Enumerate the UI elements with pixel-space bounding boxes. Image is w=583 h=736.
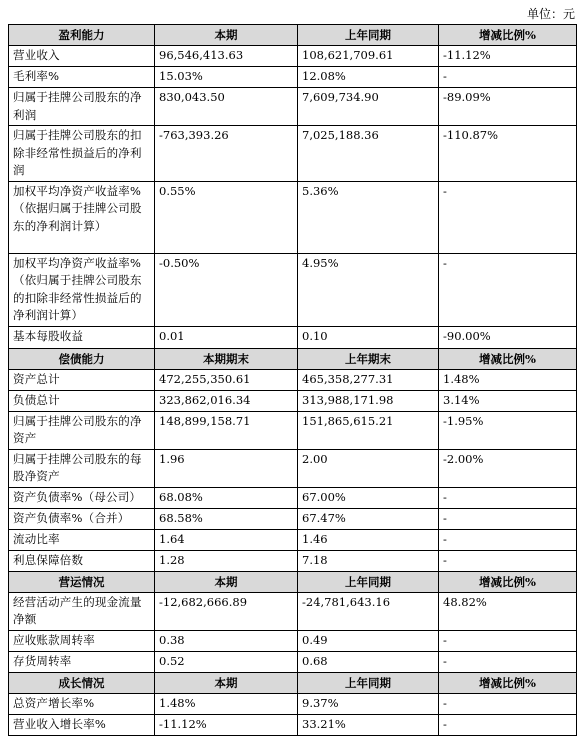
value-cell: 33.21% bbox=[298, 714, 439, 735]
row-label-cell: 毛利率% bbox=[9, 67, 155, 88]
table-row bbox=[9, 411, 577, 449]
table-row bbox=[9, 253, 577, 326]
financial-indicators-table bbox=[8, 24, 577, 736]
table-row bbox=[9, 181, 577, 253]
unit-label: 单位：元 bbox=[526, 7, 575, 21]
value-cell: - bbox=[439, 651, 577, 672]
value-cell: -2.00% bbox=[439, 449, 577, 487]
value-cell: 2.00 bbox=[298, 449, 439, 487]
value-cell: 9.37% bbox=[298, 693, 439, 714]
value-cell: 15.03% bbox=[155, 67, 298, 88]
value-cell: 1.96 bbox=[155, 449, 298, 487]
row-label-cell: 总资产增长率% bbox=[9, 693, 155, 714]
row-label-cell: 营业收入 bbox=[9, 46, 155, 67]
value-cell: 1.64 bbox=[155, 529, 298, 550]
value-cell: 0.10 bbox=[298, 326, 439, 348]
value-cell: 12.08% bbox=[298, 67, 439, 88]
header-cell: 成长情况 bbox=[9, 672, 155, 693]
section-header-row bbox=[9, 571, 577, 592]
value-cell: 0.52 bbox=[155, 651, 298, 672]
header-cell: 上年同期 bbox=[298, 25, 439, 46]
value-cell: 151,865,615.21 bbox=[298, 411, 439, 449]
value-cell: -24,781,643.16 bbox=[298, 592, 439, 630]
table-row bbox=[9, 449, 577, 487]
value-cell: 0.49 bbox=[298, 630, 439, 651]
value-cell: - bbox=[439, 529, 577, 550]
row-label-cell: 资产总计 bbox=[9, 369, 155, 390]
row-label-cell: 归属于挂牌公司股东的净资产 bbox=[9, 411, 155, 449]
value-cell: -90.00% bbox=[439, 326, 577, 348]
header-cell: 增减比例% bbox=[439, 348, 577, 369]
value-cell: 7,609,734.90 bbox=[298, 88, 439, 126]
value-cell: -1.95% bbox=[439, 411, 577, 449]
row-label-cell: 应收账款周转率 bbox=[9, 630, 155, 651]
value-cell: - bbox=[439, 487, 577, 508]
value-cell: - bbox=[439, 550, 577, 571]
header-cell: 增减比例% bbox=[439, 25, 577, 46]
table-row bbox=[9, 693, 577, 714]
row-label-cell: 存货周转率 bbox=[9, 651, 155, 672]
value-cell: - bbox=[439, 508, 577, 529]
value-cell: - bbox=[439, 714, 577, 735]
value-cell: 0.01 bbox=[155, 326, 298, 348]
value-cell: -763,393.26 bbox=[155, 126, 298, 182]
header-cell: 增减比例% bbox=[439, 672, 577, 693]
value-cell: 96,546,413.63 bbox=[155, 46, 298, 67]
header-cell: 偿债能力 bbox=[9, 348, 155, 369]
header-cell: 本期 bbox=[155, 25, 298, 46]
row-label-cell: 利息保障倍数 bbox=[9, 550, 155, 571]
value-cell: - bbox=[439, 253, 577, 326]
header-cell: 本期 bbox=[155, 571, 298, 592]
header-cell: 本期期末 bbox=[155, 348, 298, 369]
table-body bbox=[9, 25, 577, 736]
table-row bbox=[9, 550, 577, 571]
value-cell: 68.58% bbox=[155, 508, 298, 529]
value-cell: 3.14% bbox=[439, 390, 577, 411]
value-cell: 0.68 bbox=[298, 651, 439, 672]
row-label-cell: 负债总计 bbox=[9, 390, 155, 411]
value-cell: 5.36% bbox=[298, 181, 439, 253]
row-label-cell: 营业收入增长率% bbox=[9, 714, 155, 735]
value-cell: 67.00% bbox=[298, 487, 439, 508]
header-cell: 本期 bbox=[155, 672, 298, 693]
header-cell: 上年同期 bbox=[298, 672, 439, 693]
value-cell: 148,899,158.71 bbox=[155, 411, 298, 449]
value-cell: -12,682,666.89 bbox=[155, 592, 298, 630]
value-cell: 313,988,171.98 bbox=[298, 390, 439, 411]
row-label-cell: 资产负债率%（合并） bbox=[9, 508, 155, 529]
value-cell: - bbox=[439, 181, 577, 253]
row-label-cell: 流动比率 bbox=[9, 529, 155, 550]
value-cell: 67.47% bbox=[298, 508, 439, 529]
table-row bbox=[9, 88, 577, 126]
table-row bbox=[9, 390, 577, 411]
value-cell: 108,621,709.61 bbox=[298, 46, 439, 67]
section-header-row bbox=[9, 25, 577, 46]
value-cell: 830,043.50 bbox=[155, 88, 298, 126]
section-header-row bbox=[9, 348, 577, 369]
row-label-cell: 归属于挂牌公司股东的每股净资产 bbox=[9, 449, 155, 487]
value-cell: 1.48% bbox=[439, 369, 577, 390]
value-cell: 0.38 bbox=[155, 630, 298, 651]
value-cell: 48.82% bbox=[439, 592, 577, 630]
row-label-cell: 经营活动产生的现金流量净额 bbox=[9, 592, 155, 630]
row-label-cell: 资产负债率%（母公司） bbox=[9, 487, 155, 508]
value-cell: -0.50% bbox=[155, 253, 298, 326]
section-header-row bbox=[9, 672, 577, 693]
value-cell: 1.28 bbox=[155, 550, 298, 571]
value-cell: 323,862,016.34 bbox=[155, 390, 298, 411]
header-cell: 增减比例% bbox=[439, 571, 577, 592]
value-cell: -11.12% bbox=[155, 714, 298, 735]
value-cell: - bbox=[439, 630, 577, 651]
value-cell: -110.87% bbox=[439, 126, 577, 182]
value-cell: 4.95% bbox=[298, 253, 439, 326]
header-cell: 上年同期 bbox=[298, 571, 439, 592]
header-cell: 盈利能力 bbox=[9, 25, 155, 46]
header-cell: 上年期末 bbox=[298, 348, 439, 369]
value-cell: - bbox=[439, 693, 577, 714]
table-row bbox=[9, 508, 577, 529]
table-row bbox=[9, 630, 577, 651]
table-row bbox=[9, 46, 577, 67]
table-row bbox=[9, 326, 577, 348]
value-cell: 465,358,277.31 bbox=[298, 369, 439, 390]
value-cell: 1.46 bbox=[298, 529, 439, 550]
value-cell: - bbox=[439, 67, 577, 88]
table-row bbox=[9, 487, 577, 508]
table-row bbox=[9, 369, 577, 390]
table-row bbox=[9, 67, 577, 88]
table-row bbox=[9, 651, 577, 672]
value-cell: 0.55% bbox=[155, 181, 298, 253]
value-cell: 68.08% bbox=[155, 487, 298, 508]
table-row bbox=[9, 126, 577, 182]
value-cell: 1.48% bbox=[155, 693, 298, 714]
row-label-cell: 加权平均净资产收益率%（依归属于挂牌公司股东的扣除非经常性损益后的净利润计算） bbox=[9, 253, 155, 326]
header-cell: 营运情况 bbox=[9, 571, 155, 592]
value-cell: -11.12% bbox=[439, 46, 577, 67]
row-label-cell: 基本每股收益 bbox=[9, 326, 155, 348]
row-label-cell: 加权平均净资产收益率%（依据归属于挂牌公司股东的净利润计算） bbox=[9, 181, 155, 253]
value-cell: 7.18 bbox=[298, 550, 439, 571]
value-cell: 472,255,350.61 bbox=[155, 369, 298, 390]
value-cell: -89.09% bbox=[439, 88, 577, 126]
table-row bbox=[9, 592, 577, 630]
row-label-cell: 归属于挂牌公司股东的扣除非经常性损益后的净利润 bbox=[9, 126, 155, 182]
value-cell: 7,025,188.36 bbox=[298, 126, 439, 182]
table-row bbox=[9, 714, 577, 735]
row-label-cell: 归属于挂牌公司股东的净利润 bbox=[9, 88, 155, 126]
table-row bbox=[9, 529, 577, 550]
